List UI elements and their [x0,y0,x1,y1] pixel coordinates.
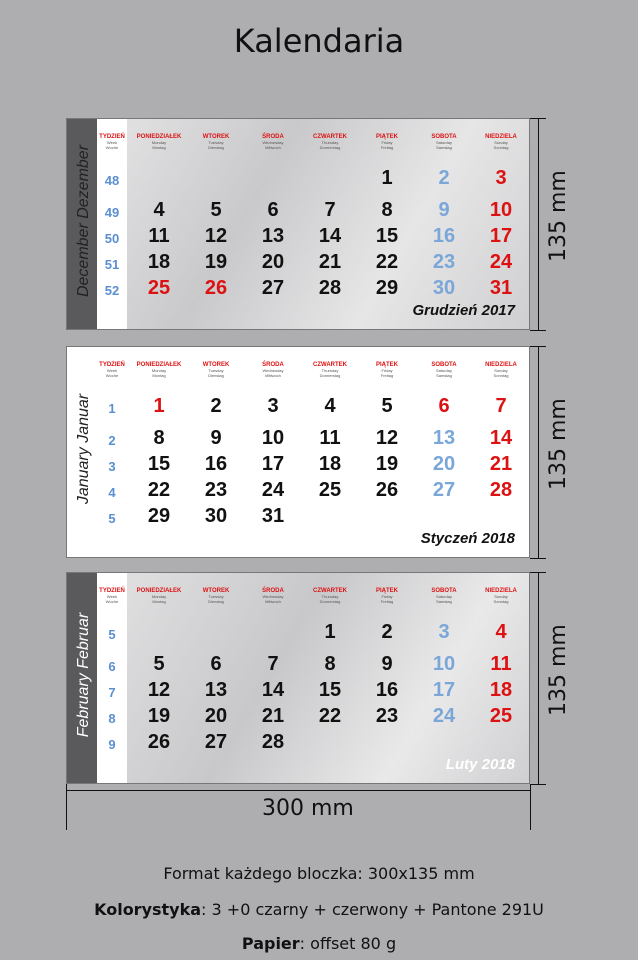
day-number: 4 [495,621,507,643]
day-number: 9 [381,653,393,675]
column-header-label: SOBOTA [431,134,457,140]
column-header-label: NIEDZIELA [485,362,517,368]
column-header [245,362,301,378]
week-number: 5 [108,627,116,642]
day-number: 9 [438,199,450,221]
column-header [416,588,472,604]
column-header-translation: Wednesday [262,368,284,373]
day-number: 25 [489,705,513,727]
column-header-translation: Sonntag [493,599,509,604]
day-number: 25 [147,277,171,299]
day-number: 2 [381,621,393,643]
week-number: 5 [108,511,116,526]
column-header-label: WTOREK [202,362,230,368]
column-header-translation: Samstag [436,373,452,378]
day-number: 16 [432,225,456,247]
column-header-translation: Woche [105,373,119,378]
dimension-tick [530,346,546,347]
day-number: 8 [153,427,165,449]
week-number: 52 [104,283,120,298]
column-header-translation: Dienstag [208,145,224,150]
column-header-translation: Donnerstag [319,599,341,604]
day-number: 31 [489,277,513,299]
column-header-translation: Sunday [494,594,508,599]
height-dimension-label: 135 mm [546,170,571,262]
day-number: 6 [438,395,450,417]
column-header-label: TYDZIEŃ [99,588,125,594]
column-header-translation: Samstag [436,599,452,604]
day-number: 26 [375,479,399,501]
column-header [473,588,529,604]
column-header [245,588,301,604]
day-number: 21 [489,453,513,475]
day-number: 13 [261,225,285,247]
day-number: 26 [204,277,228,299]
column-header-translation: Freitag [380,145,394,150]
day-number: 4 [153,199,165,221]
column-header-translation: Monday [151,594,167,599]
day-number: 7 [495,395,507,417]
day-number: 9 [210,427,222,449]
column-header-translation: Sonntag [493,145,509,150]
day-number: 22 [375,251,399,273]
column-header-translation: Freitag [380,599,394,604]
day-number: 25 [318,479,342,501]
day-number: 16 [204,453,228,475]
day-number: 18 [489,679,513,701]
column-header [359,588,415,604]
column-header [245,134,301,150]
column-header-translation: Wednesday [262,594,284,599]
column-header-translation: Dienstag [208,373,224,378]
week-number: 6 [108,659,116,674]
dimension-tick [530,784,531,830]
day-number: 31 [261,505,285,527]
paper-value: : offset 80 g [299,934,397,953]
day-number: 27 [261,277,285,299]
month-side-label: January Januar [75,393,92,505]
dimension-tick [530,558,546,559]
day-number: 10 [489,199,513,221]
column-header-translation: Dienstag [208,599,224,604]
week-number: 4 [108,485,116,500]
column-header-label: SOBOTA [431,362,457,368]
day-number: 22 [147,479,171,501]
day-number: 27 [432,479,456,501]
dimension-tick [530,118,546,119]
day-number: 18 [147,251,171,273]
column-header [473,134,529,150]
week-number: 1 [108,401,116,416]
column-header-label: PIĄTEK [375,588,398,594]
day-number: 19 [204,251,228,273]
day-number: 24 [261,479,285,501]
week-column [97,347,127,558]
day-number: 5 [210,199,222,221]
column-header [359,362,415,378]
column-header [188,588,244,604]
column-header-translation: Sunday [494,368,508,373]
column-header-translation: Thursday [321,140,339,145]
day-number: 12 [204,225,228,247]
day-number: 16 [375,679,399,701]
week-column [97,573,127,784]
day-number: 17 [432,679,456,701]
column-header-label: TYDZIEŃ [99,362,125,368]
day-number: 23 [204,479,228,501]
column-header-translation: Monday [151,140,167,145]
day-number: 14 [318,225,342,247]
month-side-label: February Februar [75,612,92,738]
day-number: 24 [489,251,513,273]
day-number: 3 [495,167,507,189]
column-header [97,134,127,150]
day-number: 29 [375,277,399,299]
day-number: 30 [204,505,228,527]
column-header-translation: Friday [381,368,393,373]
column-header [302,362,358,378]
day-number: 20 [204,705,228,727]
column-header-translation: Donnerstag [319,373,341,378]
column-header-translation: Tuesday [208,594,224,599]
day-number: 11 [319,427,341,449]
column-header [188,134,244,150]
dimension-line [538,572,539,784]
column-header-translation: Donnerstag [319,145,341,150]
day-number: 11 [148,225,170,247]
column-header [188,362,244,378]
column-header [416,134,472,150]
colors-label: Kolorystyka [94,900,202,919]
paper-label: Papier [241,934,300,953]
day-number: 19 [147,705,171,727]
dimension-tick [530,784,546,785]
day-number: 11 [490,653,512,675]
column-header-translation: Mittwoch [265,145,281,150]
month-side-label: December Dezember [75,144,92,298]
dimension-line [538,118,539,330]
dimension-tick [66,784,67,830]
day-number: 17 [489,225,513,247]
day-number: 12 [147,679,171,701]
week-number: 50 [104,231,120,246]
column-header-translation: Tuesday [208,368,224,373]
day-number: 14 [261,679,285,701]
format-info: Format każdego bloczka: 300x135 mm [163,864,475,883]
column-header-translation: Monday [151,368,167,373]
column-header-translation: Mittwoch [265,373,281,378]
week-number: 3 [108,459,116,474]
column-header-translation: Thursday [321,594,339,599]
column-header-translation: Mittwoch [265,599,281,604]
dimension-tick [530,330,546,331]
column-header-translation: Montag [152,599,166,604]
day-number: 15 [147,453,171,475]
column-header-translation: Week [106,594,118,599]
day-number: 13 [432,427,456,449]
column-header-label: CZWARTEK [313,362,347,368]
day-number: 7 [324,199,336,221]
column-header [131,588,187,604]
day-number: 8 [381,199,393,221]
calendar-block-february [66,572,530,784]
day-number: 29 [147,505,171,527]
column-header-label: CZWARTEK [313,134,347,140]
day-number: 4 [324,395,336,417]
column-header-translation: Woche [105,145,119,150]
day-number: 17 [261,453,285,475]
column-header-label: WTOREK [202,134,230,140]
column-header-label: PONIEDZIAŁEK [136,588,182,594]
column-header-translation: Friday [381,594,393,599]
day-number: 18 [318,453,342,475]
column-header-translation: Week [106,140,118,145]
day-number: 1 [324,621,336,643]
day-number: 28 [489,479,513,501]
column-header [416,362,472,378]
column-header-label: WTOREK [202,588,230,594]
day-number: 22 [318,705,342,727]
column-header-translation: Woche [105,599,119,604]
column-header-translation: Sunday [494,140,508,145]
day-number: 1 [381,167,393,189]
column-header-translation: Montag [152,145,166,150]
day-number: 5 [153,653,165,675]
day-number: 23 [432,251,456,273]
day-number: 30 [432,277,456,299]
day-number: 19 [375,453,399,475]
column-header-label: ŚRODA [262,588,284,594]
day-number: 13 [204,679,228,701]
column-header-label: TYDZIEŃ [99,134,125,140]
colors-info [0,900,638,919]
column-header [302,588,358,604]
month-label: Grudzień 2017 [412,302,515,319]
week-number: 7 [108,685,116,700]
calendar-block-december [66,118,530,330]
column-header-translation: Wednesday [262,140,284,145]
day-number: 10 [261,427,285,449]
column-header-translation: Tuesday [208,140,224,145]
column-header-label: SOBOTA [431,588,457,594]
day-number: 15 [318,679,342,701]
day-number: 2 [438,167,450,189]
paper-info [0,934,638,953]
day-number: 21 [261,705,285,727]
column-header-label: PIĄTEK [375,134,398,140]
month-label: Styczeń 2018 [420,530,515,547]
column-header-label: NIEDZIELA [485,588,517,594]
column-header [131,362,187,378]
column-header-translation: Week [106,368,118,373]
column-header [131,134,187,150]
column-header-translation: Saturday [435,594,452,599]
height-dimension-label: 135 mm [546,398,571,490]
column-header-label: PONIEDZIAŁEK [136,362,182,368]
width-dimension-label: 300 mm [262,796,354,821]
column-header-translation: Samstag [436,145,452,150]
day-number: 5 [381,395,393,417]
week-number: 51 [104,257,120,272]
column-header-translation: Montag [152,373,166,378]
day-number: 12 [375,427,399,449]
day-number: 28 [261,731,285,753]
dimension-tick [530,572,546,573]
column-header-translation: Freitag [380,373,394,378]
day-number: 28 [318,277,342,299]
day-number: 8 [324,653,336,675]
day-number: 26 [147,731,171,753]
day-number: 21 [318,251,342,273]
day-number: 7 [267,653,279,675]
dimension-line [538,346,539,558]
day-number: 10 [432,653,456,675]
column-header-label: PONIEDZIAŁEK [136,134,182,140]
day-number: 3 [267,395,279,417]
column-header-translation: Thursday [321,368,339,373]
column-header-label: ŚRODA [262,134,284,140]
column-header [97,362,127,378]
day-number: 20 [432,453,456,475]
week-number: 9 [108,737,116,752]
calendar-block-january [66,346,530,558]
colors-value: : 3 +0 czarny + czerwony + Pantone 291U [201,900,544,919]
column-header-label: ŚRODA [262,362,284,368]
column-header [359,134,415,150]
column-header-label: CZWARTEK [313,588,347,594]
week-number: 49 [104,205,120,220]
month-label: Luty 2018 [445,756,515,773]
column-header-translation: Friday [381,140,393,145]
day-number: 27 [204,731,228,753]
column-header [302,134,358,150]
day-number: 6 [210,653,222,675]
dimension-line [66,790,530,791]
column-header [473,362,529,378]
day-number: 2 [210,395,222,417]
column-header-label: NIEDZIELA [485,134,517,140]
column-header-label: PIĄTEK [375,362,398,368]
day-number: 14 [489,427,513,449]
day-number: 15 [375,225,399,247]
day-number: 24 [432,705,456,727]
week-number: 48 [104,173,120,188]
week-column [97,119,127,330]
day-number: 23 [375,705,399,727]
height-dimension-label: 135 mm [546,624,571,716]
day-number: 1 [153,395,165,417]
column-header-translation: Saturday [435,368,452,373]
column-header-translation: Saturday [435,140,452,145]
page-title: Kalendaria [233,22,405,60]
day-number: 6 [267,199,279,221]
week-number: 8 [108,711,116,726]
day-number: 3 [438,621,450,643]
column-header [97,588,127,604]
day-number: 20 [261,251,285,273]
column-header-translation: Sonntag [493,373,509,378]
week-number: 2 [108,433,116,448]
